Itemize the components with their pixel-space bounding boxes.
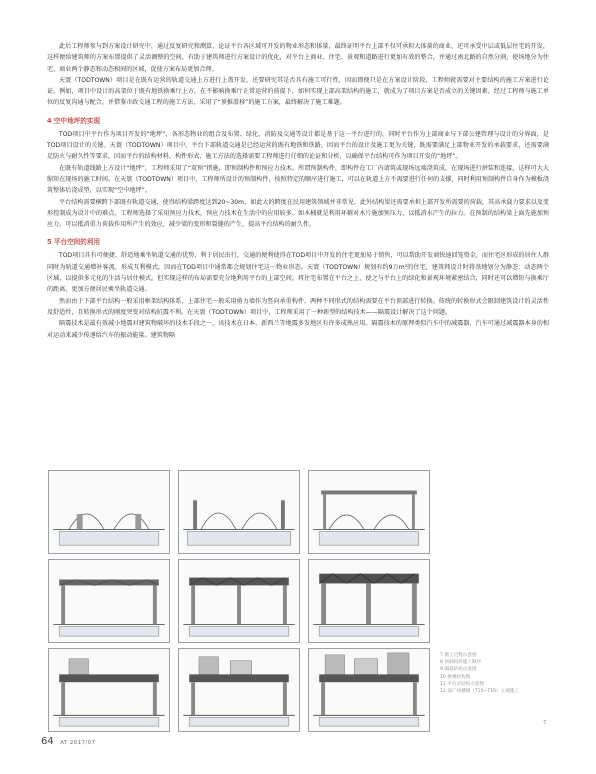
figure-panel bbox=[48, 559, 170, 643]
paragraph: 此后工程师参与到方案设计研究中，通过反复研究和测算，论证平台各区域可开发的物业形态和体量，最终证明平台上部不仅可承担大体量的商业，还可承受中层或低层住宅的开发，这样便给建筑师的方案布置提供了灵活调整的空间，有助于建筑师进行方案设计的优化，对平台上商业、住宅、景观和道路进行更加有效的整合，并通过南北路的自然分割，使场地分为住宅、商业两个静态和动态相间的区域，促使方案布局更加合理。 bbox=[47, 43, 549, 73]
figure-panel bbox=[178, 470, 300, 554]
figure-drawing bbox=[179, 471, 299, 553]
section-heading: 5 平台空间的利用 bbox=[47, 238, 101, 247]
figure-panel bbox=[48, 470, 170, 554]
paragraph: TOD项目具有可便捷、舒适地乘坐轨道交通的优势，利于居民出行，交通的便利使得在TOD项目中开发的住宅更加易于销售，可以帮助开发商快速回笼资金，而住宅区形成的居住人群同时为轨道交通增补客流，形成互利模式，因而在TOD项目中通常都会规划住宅这一物业形态。天寰（TODTOWN）规划有约9万m²的住宅，建筑师设计时将基地划分为静态：动态两个区域，以提供多元化的生活与居住模式。但实现这样的布局需要充分地利用平台的上部空间，将住宅布置在平台之上，使之与平台上的绿化和景观环境紧密结合，同时还可以增短与换乘厅的距离，更加方便居民乘坐轨道交通。 bbox=[47, 252, 549, 294]
figure-panel bbox=[178, 648, 300, 732]
figure-caption: 11 平台式结构示意图 bbox=[440, 681, 485, 687]
figure-caption: 12 南广场楼梯（T15~T16）立视施工 bbox=[440, 689, 519, 695]
construction-sequence-figures bbox=[48, 470, 430, 732]
figure-drawing bbox=[49, 560, 169, 642]
paragraph: TOD项目中平台作为项目开发的“地坪”，各形态物业的组合及布置、绿化、消防及交通等设计都是基于这一平台进行的，同时平台作为上部商业与下部公建管理与设计的分界面，是TOD项目设计的关键。天寰（TODTOWN）项目中，平台下部轨道交通是已经运营的既有地铁和铁路，因而平台的设计及施工更为关键，既需要满足上部物业开发的承载要求，还需要满足防火与耐久性等要求，因而平台的结构材料、构件形式、施工方法的选择需要工程师进行仔细的论证和分析，以确保平台结构可作为项目开发的“地坪”。 bbox=[47, 130, 549, 161]
figure-drawing bbox=[49, 471, 169, 553]
figure-captions bbox=[440, 652, 560, 695]
figure-panel bbox=[308, 648, 430, 732]
article-body bbox=[47, 41, 549, 341]
figure-number: 7 bbox=[543, 720, 547, 726]
page-footer bbox=[41, 736, 95, 747]
figure-panel bbox=[308, 470, 430, 554]
figure-panel bbox=[178, 559, 300, 643]
figure-panel bbox=[308, 559, 430, 643]
section-heading: 4 空中地坪的实现 bbox=[47, 116, 101, 125]
figure-drawing bbox=[309, 649, 429, 731]
figure-caption: 7 施工过程示意图 bbox=[440, 653, 477, 658]
figure-caption: 8 预制构件施工顺序 bbox=[440, 660, 482, 666]
paragraph: 隔震技术是最有效减小地震对建筑物破坏的技术手段之一，该技术在日本、新西兰等地震多发地区有许多成熟应用。隔震技术的原理类似汽车中的减震器，汽车可通过减震器本身的相对运动来减少传递给汽车的振动能量。建筑物隔 bbox=[47, 320, 549, 339]
paragraph: 在既有轨道线路上方设计“地坪”，工程师采用了“双预”措施，即预制构件和预应力技术。所谓预制构件，即构件在工厂内请筑或现场远端浇筑成，在现场进行拼装和连接，这样可大大缩短在现场的施工时间。在天寰（TODTOWN）项目中，工程师所设计的预制构件，按照特定的顺序进行施工，可以在轨道上方不需要进行任何的支撑，同时利用预制构件自身作为模板浇筑整体后浇成型，以实现“空中地坪”。 bbox=[47, 164, 549, 195]
paragraph: 然而由于下部平台结构一般采用框架结构体系，上部住宅一般采用剪力墙作为竖向承重构件，两种不同形式的结构需要在平台顶部进行转换。传统的转换形式会限制建筑设计的灵活性及舒适性，且转换形式的刚度突变对结构抗震不利。在天寰（TODTOWN）项目中，工程师采用了一种新型的结构技术——隔震设计解决了这个问题。 bbox=[47, 297, 549, 316]
figure-drawing bbox=[179, 560, 299, 642]
figure-caption: 9 隔震结构示意图 bbox=[440, 667, 477, 673]
figure-caption: 10 换乘结构图 bbox=[440, 674, 471, 680]
figure-drawing bbox=[309, 471, 429, 553]
issue-label: AT 2017/07 bbox=[60, 740, 96, 746]
figure-drawing bbox=[49, 649, 169, 731]
figure-drawing bbox=[309, 560, 429, 642]
paragraph: 天寰（TODTOWN）项目是在既有运营的轨道交通上方进行上盖开发，还要研究其是否具有施工可行性，因而即便只是在方案设计阶段，工程师就需要对主要结构的施工方案进行论证。例如，项目中设计的高架位于既有地铁换乘厅上方，在不影响换乘厅正常运营的前提下，如何实现上部高架结构的施工，就成为了项目方案是否成立的关键因素。经过工程师与施工单位的反复沟通与配合，并借鉴市政交通工程的施工方法，采用了“顶推滑移”的施工方案，最终解决了施工难题。 bbox=[47, 76, 549, 107]
page-number: 64 bbox=[41, 736, 54, 747]
paragraph: 平台结构需要横跨下部既有轨道交通，使得结构梁跨度达到20~30m，如此大的跨度在民用建筑领域并非常见，此外结构梁还需要承担上部开发所需要的荷载，其高承载力要求以及变形控制成为设计中的难点。工程师选择了采用预应力技术，预应力技术在生活中的应用较多，如木桶就是利用环箍对木片施加预压力，以抵消水产生的拉力。在预制的结构梁上面先施加预应力，可以抵消重力荷载作用所产生的效应，减少梁的变形和裂缝的产生，提高平台结构的耐久性。 bbox=[47, 198, 549, 229]
figure-drawing bbox=[179, 649, 299, 731]
figure-panel bbox=[48, 648, 170, 732]
